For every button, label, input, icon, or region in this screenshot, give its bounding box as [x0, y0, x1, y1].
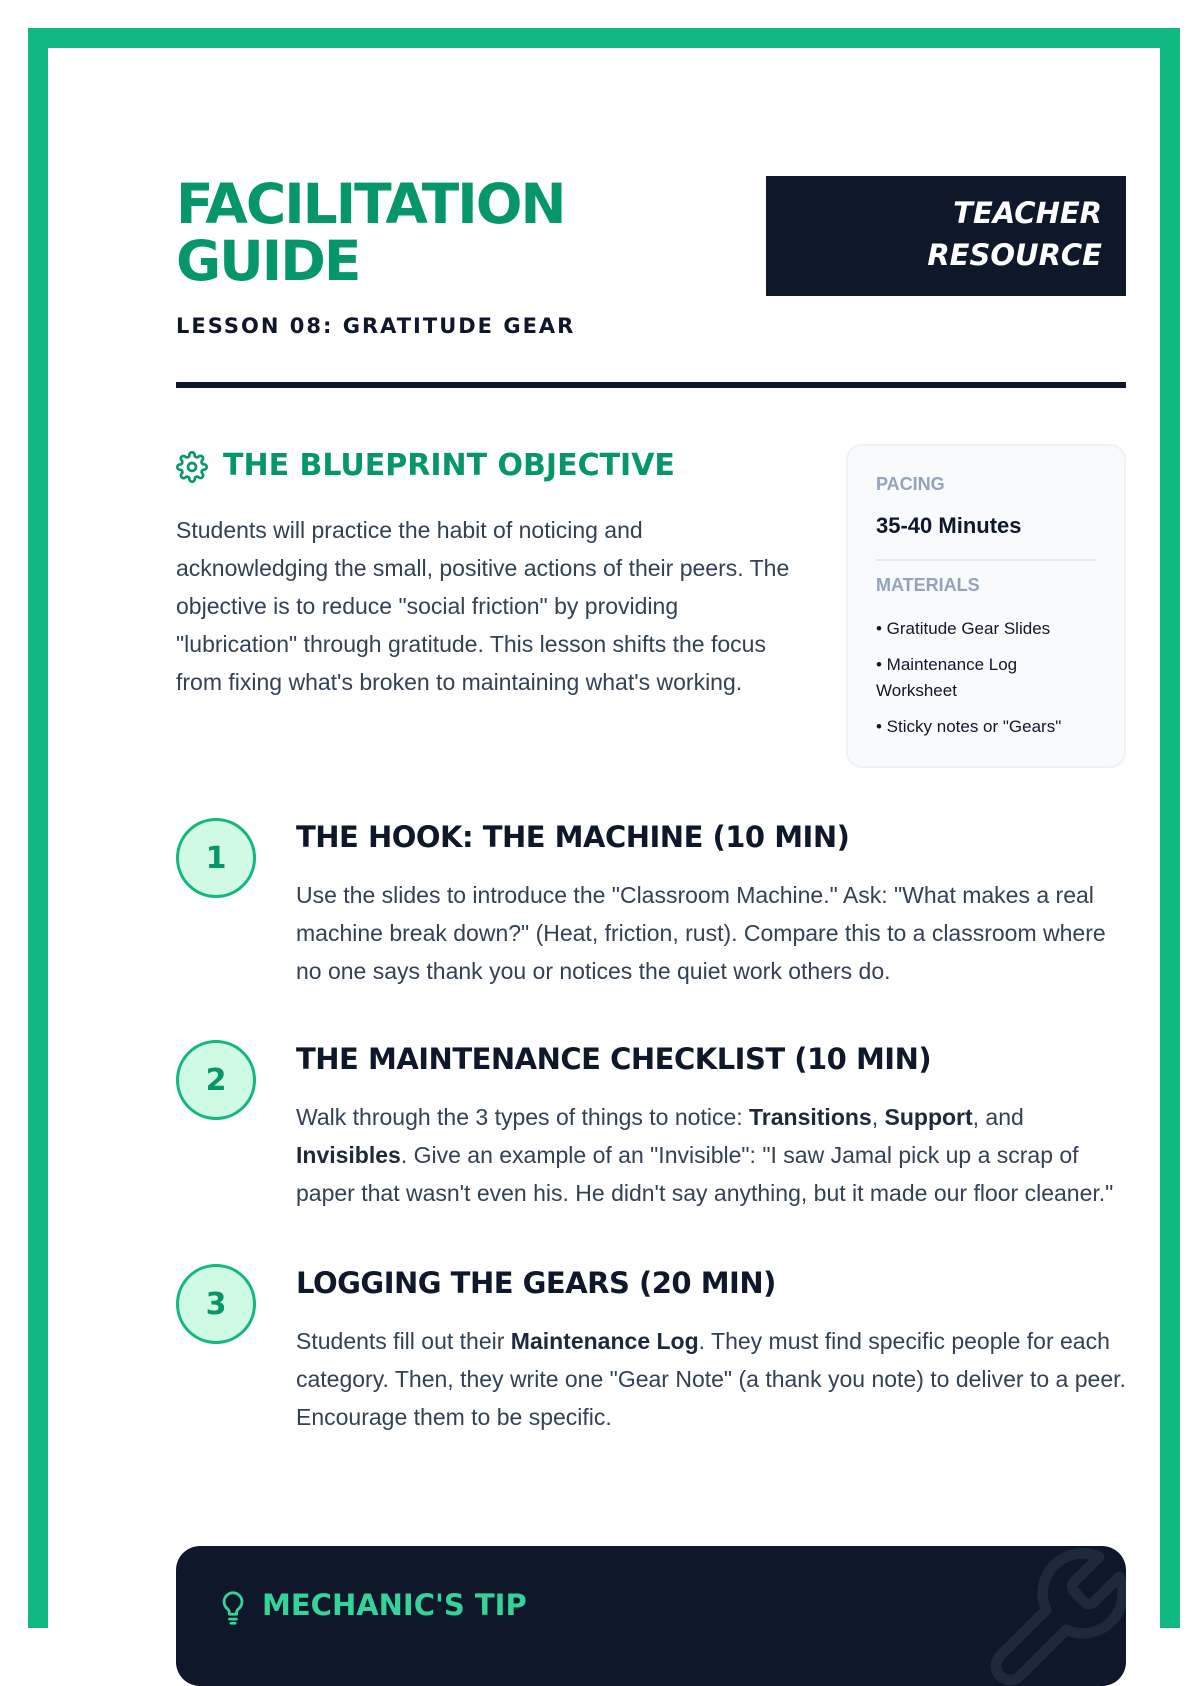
objective-text: Students will practice the habit of noticing and acknowledging the small, positive actions of their peers. The objective is to reduce "social friction" by providing "lubrication" through gratitude. This lesson shifts the focus from fixing what's broken to maintaining what's working.: [176, 517, 790, 695]
pacing-value: 35-40 Minutes: [876, 513, 1022, 538]
step-title: THE MAINTENANCE CHECKLIST (10 MIN): [296, 1042, 932, 1076]
step-body: Walk through the 3 types of things to notice: Transitions, Support, and Invisibles. Give an example of an "Invisible": "I saw Jamal pick up a scrap of paper that wasn't even his. He didn't say anything, but it made our floor cleaner.": [296, 1104, 1114, 1206]
materials-label: MATERIALS: [876, 575, 980, 595]
materials-item: • Sticky notes or "Gears": [876, 717, 1062, 736]
card-divider: [876, 559, 1096, 561]
wrench-icon: [976, 1546, 1126, 1686]
objective-heading: THE BLUEPRINT OBJECTIVE: [223, 448, 675, 483]
emphasis-text: Invisibles: [296, 1142, 401, 1168]
pacing-card: [846, 444, 1126, 768]
tip-heading: MECHANIC'S TIP: [262, 1588, 527, 1622]
teacher-resource-badge: [766, 176, 1126, 296]
step-number: 2: [176, 1040, 256, 1120]
page-frame: [28, 28, 1180, 1628]
step-number: 1: [176, 818, 256, 898]
title-line-2: GUIDE: [176, 229, 360, 293]
document-page: [176, 48, 1126, 1648]
pacing-label: PACING: [876, 474, 945, 494]
page-title: [176, 172, 736, 293]
lightbulb-icon: [220, 1590, 246, 1626]
materials-item: • Maintenance Log Worksheet: [876, 655, 1018, 700]
lesson-subtitle: LESSON 08: GRATITUDE GEAR: [176, 314, 576, 338]
emphasis-text: Transitions: [749, 1104, 872, 1130]
materials-item: • Gratitude Gear Slides: [876, 619, 1051, 638]
gear-icon: [176, 451, 208, 483]
badge-line-1: TEACHER: [953, 196, 1102, 230]
header-divider: [176, 382, 1126, 388]
materials-list: [876, 616, 1096, 740]
emphasis-text: Maintenance Log: [510, 1328, 699, 1354]
title-line-1: FACILITATION: [176, 172, 565, 236]
step-title: THE HOOK: THE MACHINE (10 MIN): [296, 820, 850, 854]
step-body: Use the slides to introduce the "Classroom Machine." Ask: "What makes a real machine break down?" (Heat, friction, rust). Compare this to a classroom where no one says thank you or notices the quiet work others do.: [296, 882, 1106, 984]
mechanics-tip-box: [176, 1546, 1126, 1686]
step-title: LOGGING THE GEARS (20 MIN): [296, 1266, 776, 1300]
step-number: 3: [176, 1264, 256, 1344]
step-body: Students fill out their Maintenance Log. They must find specific people for each category. Then, they write one "Gear Note" (a thank you note) to deliver to a peer. Encourage them to be specific.: [296, 1328, 1126, 1430]
badge-line-2: RESOURCE: [927, 238, 1102, 272]
emphasis-text: Support: [884, 1104, 973, 1130]
